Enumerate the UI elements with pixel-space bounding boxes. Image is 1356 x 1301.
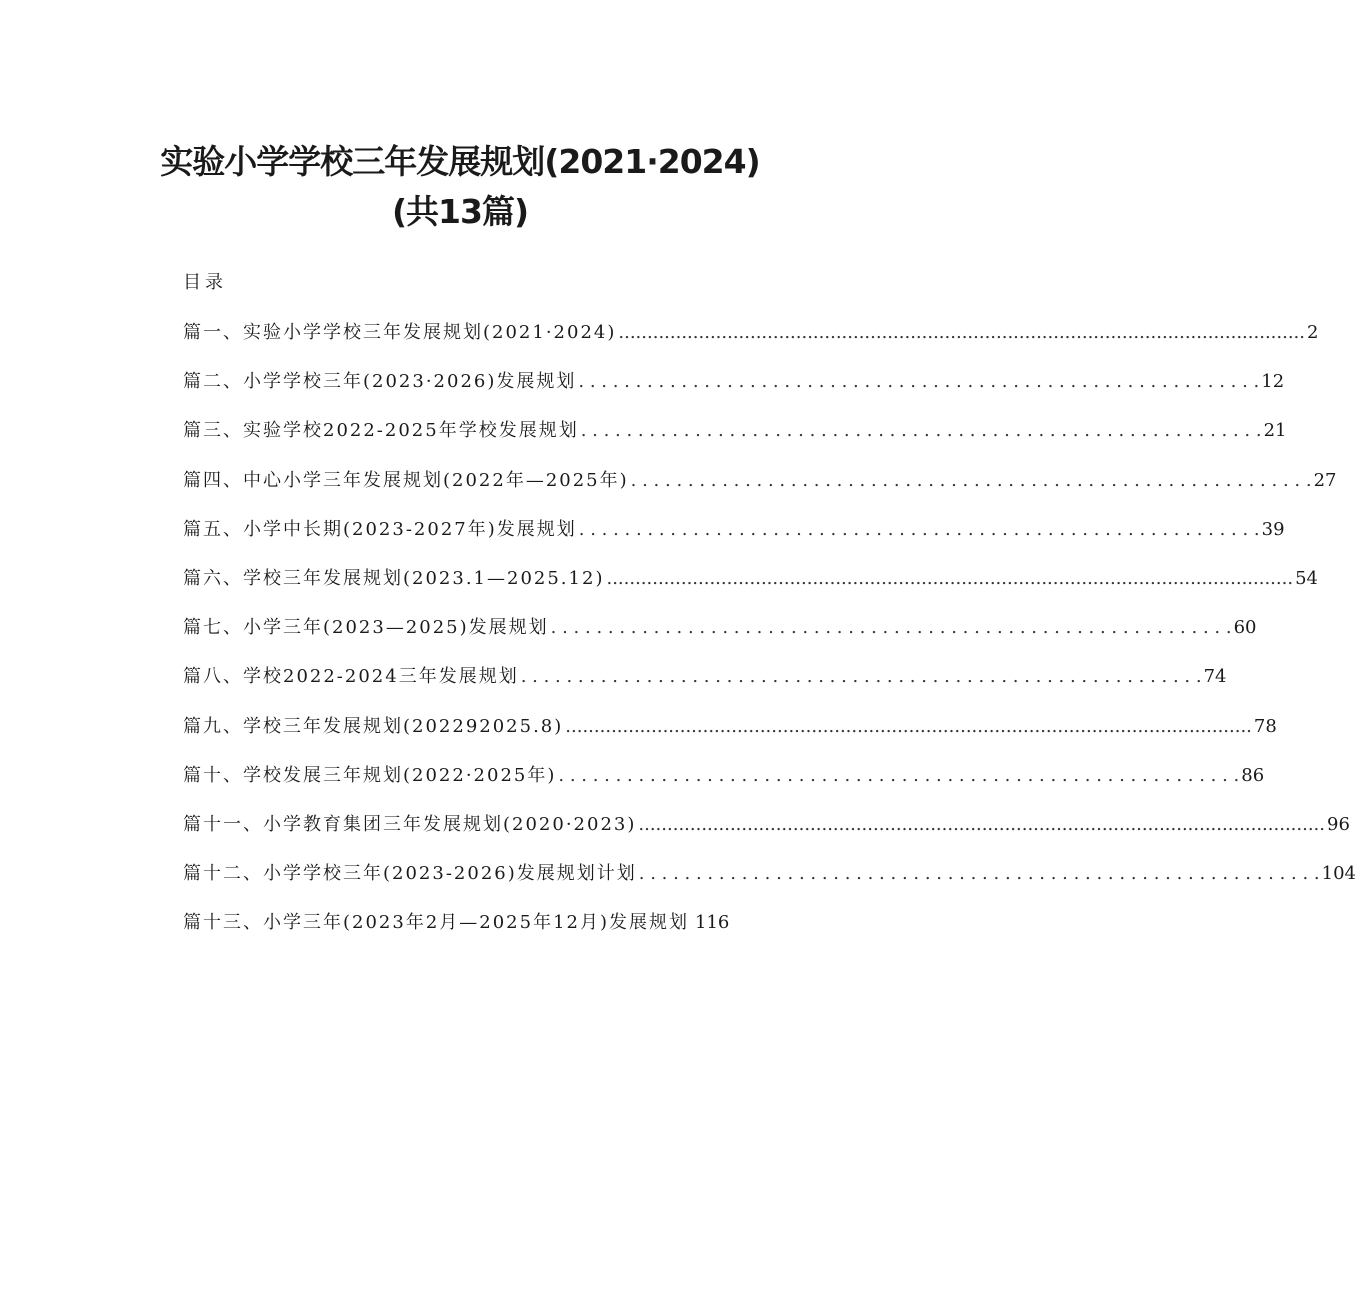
toc-entry[interactable] <box>183 810 1350 859</box>
toc-dot-leader: ........................................................................................................................ <box>638 813 1325 835</box>
toc-dot-leader: ........................................................................................................................ <box>606 567 1294 589</box>
toc-page-number: 39 <box>1261 518 1285 540</box>
toc-entry-title: 篇七、小学三年(2023—2025)发展规划 <box>183 617 549 639</box>
toc-dot-leader: . . . . . . . . . . . . . . . . . . . . . . . . . . . . . . . . . . . . . . . . . . . . . . . . . . . . . . . . . . . . <box>558 764 1240 786</box>
toc-entry[interactable] <box>183 318 1319 367</box>
toc-entry[interactable] <box>183 466 1337 515</box>
toc-dot-leader: ........................................................................................................................ <box>565 715 1252 737</box>
toc-page-number: 96 <box>1327 813 1350 835</box>
toc-page-number: 86 <box>1241 764 1265 786</box>
toc-dot-leader: ........................................................................................................................ <box>618 322 1305 343</box>
toc-entry-title: 篇五、小学中长期(2023-2027年)发展规划 <box>183 518 577 540</box>
toc-page-number: 78 <box>1253 715 1277 737</box>
toc-entry[interactable] <box>183 761 1265 810</box>
toc-dot-leader: . . . . . . . . . . . . . . . . . . . . . . . . . . . . . . . . . . . . . . . . . . . . . . . . . . . . . . . . . . . . <box>520 666 1202 688</box>
toc-entry-title: 篇一、实验小学学校三年发展规划(2021·2024) <box>183 322 617 343</box>
toc-page-number: 104 <box>1321 863 1356 885</box>
toc-entry-title: 篇十三、小学三年(2023年2月—2025年12月)发展规划 <box>183 912 690 934</box>
table-of-contents <box>183 318 1356 957</box>
toc-entry[interactable] <box>183 564 1318 613</box>
document-title: 实验小学学校三年发展规划(2021·2024) <box>160 142 760 181</box>
toc-entry-title: 篇二、小学学校三年(2023·2026)发展规划 <box>183 371 577 393</box>
toc-heading: 目录 <box>183 272 227 293</box>
toc-page-number: 54 <box>1295 567 1318 589</box>
toc-entry-title: 篇三、实验学校2022-2025年学校发展规划 <box>183 420 579 442</box>
toc-dot-leader: . . . . . . . . . . . . . . . . . . . . . . . . . . . . . . . . . . . . . . . . . . . . . . . . . . . . . . . . . . . . <box>580 420 1262 442</box>
toc-entry[interactable] <box>183 712 1277 761</box>
toc-page-number: 60 <box>1233 617 1257 639</box>
toc-dot-leader: . . . . . . . . . . . . . . . . . . . . . . . . . . . . . . . . . . . . . . . . . . . . . . . . . . . . . . . . . . . . <box>578 518 1260 540</box>
toc-entry[interactable] <box>183 515 1285 564</box>
toc-entry[interactable] <box>183 859 1356 908</box>
toc-dot-leader: . . . . . . . . . . . . . . . . . . . . . . . . . . . . . . . . . . . . . . . . . . . . . . . . . . . . . . . . . . . . <box>638 863 1320 885</box>
toc-entry-title: 篇十二、小学学校三年(2023-2026)发展规划计划 <box>183 863 637 885</box>
toc-entry[interactable] <box>183 613 1257 662</box>
toc-entry[interactable] <box>183 908 777 957</box>
toc-entry-title: 篇八、学校2022-2024三年发展规划 <box>183 666 519 688</box>
toc-entry-title: 篇九、学校三年发展规划(202292025.8) <box>183 715 564 737</box>
toc-dot-leader: . . . . . . . . . . . . . . . . . . . . . . . . . . . . . . . . . . . . . . . . . . . . . . . . . . . . . . . . . . . . <box>630 469 1312 491</box>
toc-entry-title: 篇十一、小学教育集团三年发展规划(2020·2023) <box>183 813 637 835</box>
toc-page-number: 21 <box>1263 420 1287 442</box>
toc-dot-leader: . . . . . . . . . . . . . . . . . . . . . . . . . . . . . . . . . . . . . . . . . . . . . . . . . . . . . . . . . . . . <box>578 371 1260 393</box>
toc-page-number: 2 <box>1307 322 1319 343</box>
toc-page-number: 116 <box>695 912 730 934</box>
toc-page-number: 27 <box>1313 469 1337 491</box>
toc-entry-title: 篇六、学校三年发展规划(2023.1—2025.12) <box>183 567 605 589</box>
toc-dot-leader: . . . . . . . . . . . . . . . . . . . . . . . . . . . . . . . . . . . . . . . . . . . . . . . . . . . . . . . . . . . . <box>550 617 1232 639</box>
toc-entry[interactable] <box>183 416 1287 465</box>
document-subtitle: (共13篇) <box>391 192 529 231</box>
toc-entry[interactable] <box>183 662 1227 711</box>
toc-entry-title: 篇十、学校发展三年规划(2022·2025年) <box>183 764 557 786</box>
toc-entry[interactable] <box>183 367 1285 416</box>
toc-page-number: 74 <box>1203 666 1227 688</box>
toc-page-number: 12 <box>1261 371 1285 393</box>
toc-entry-title: 篇四、中心小学三年发展规划(2022年—2025年) <box>183 469 629 491</box>
